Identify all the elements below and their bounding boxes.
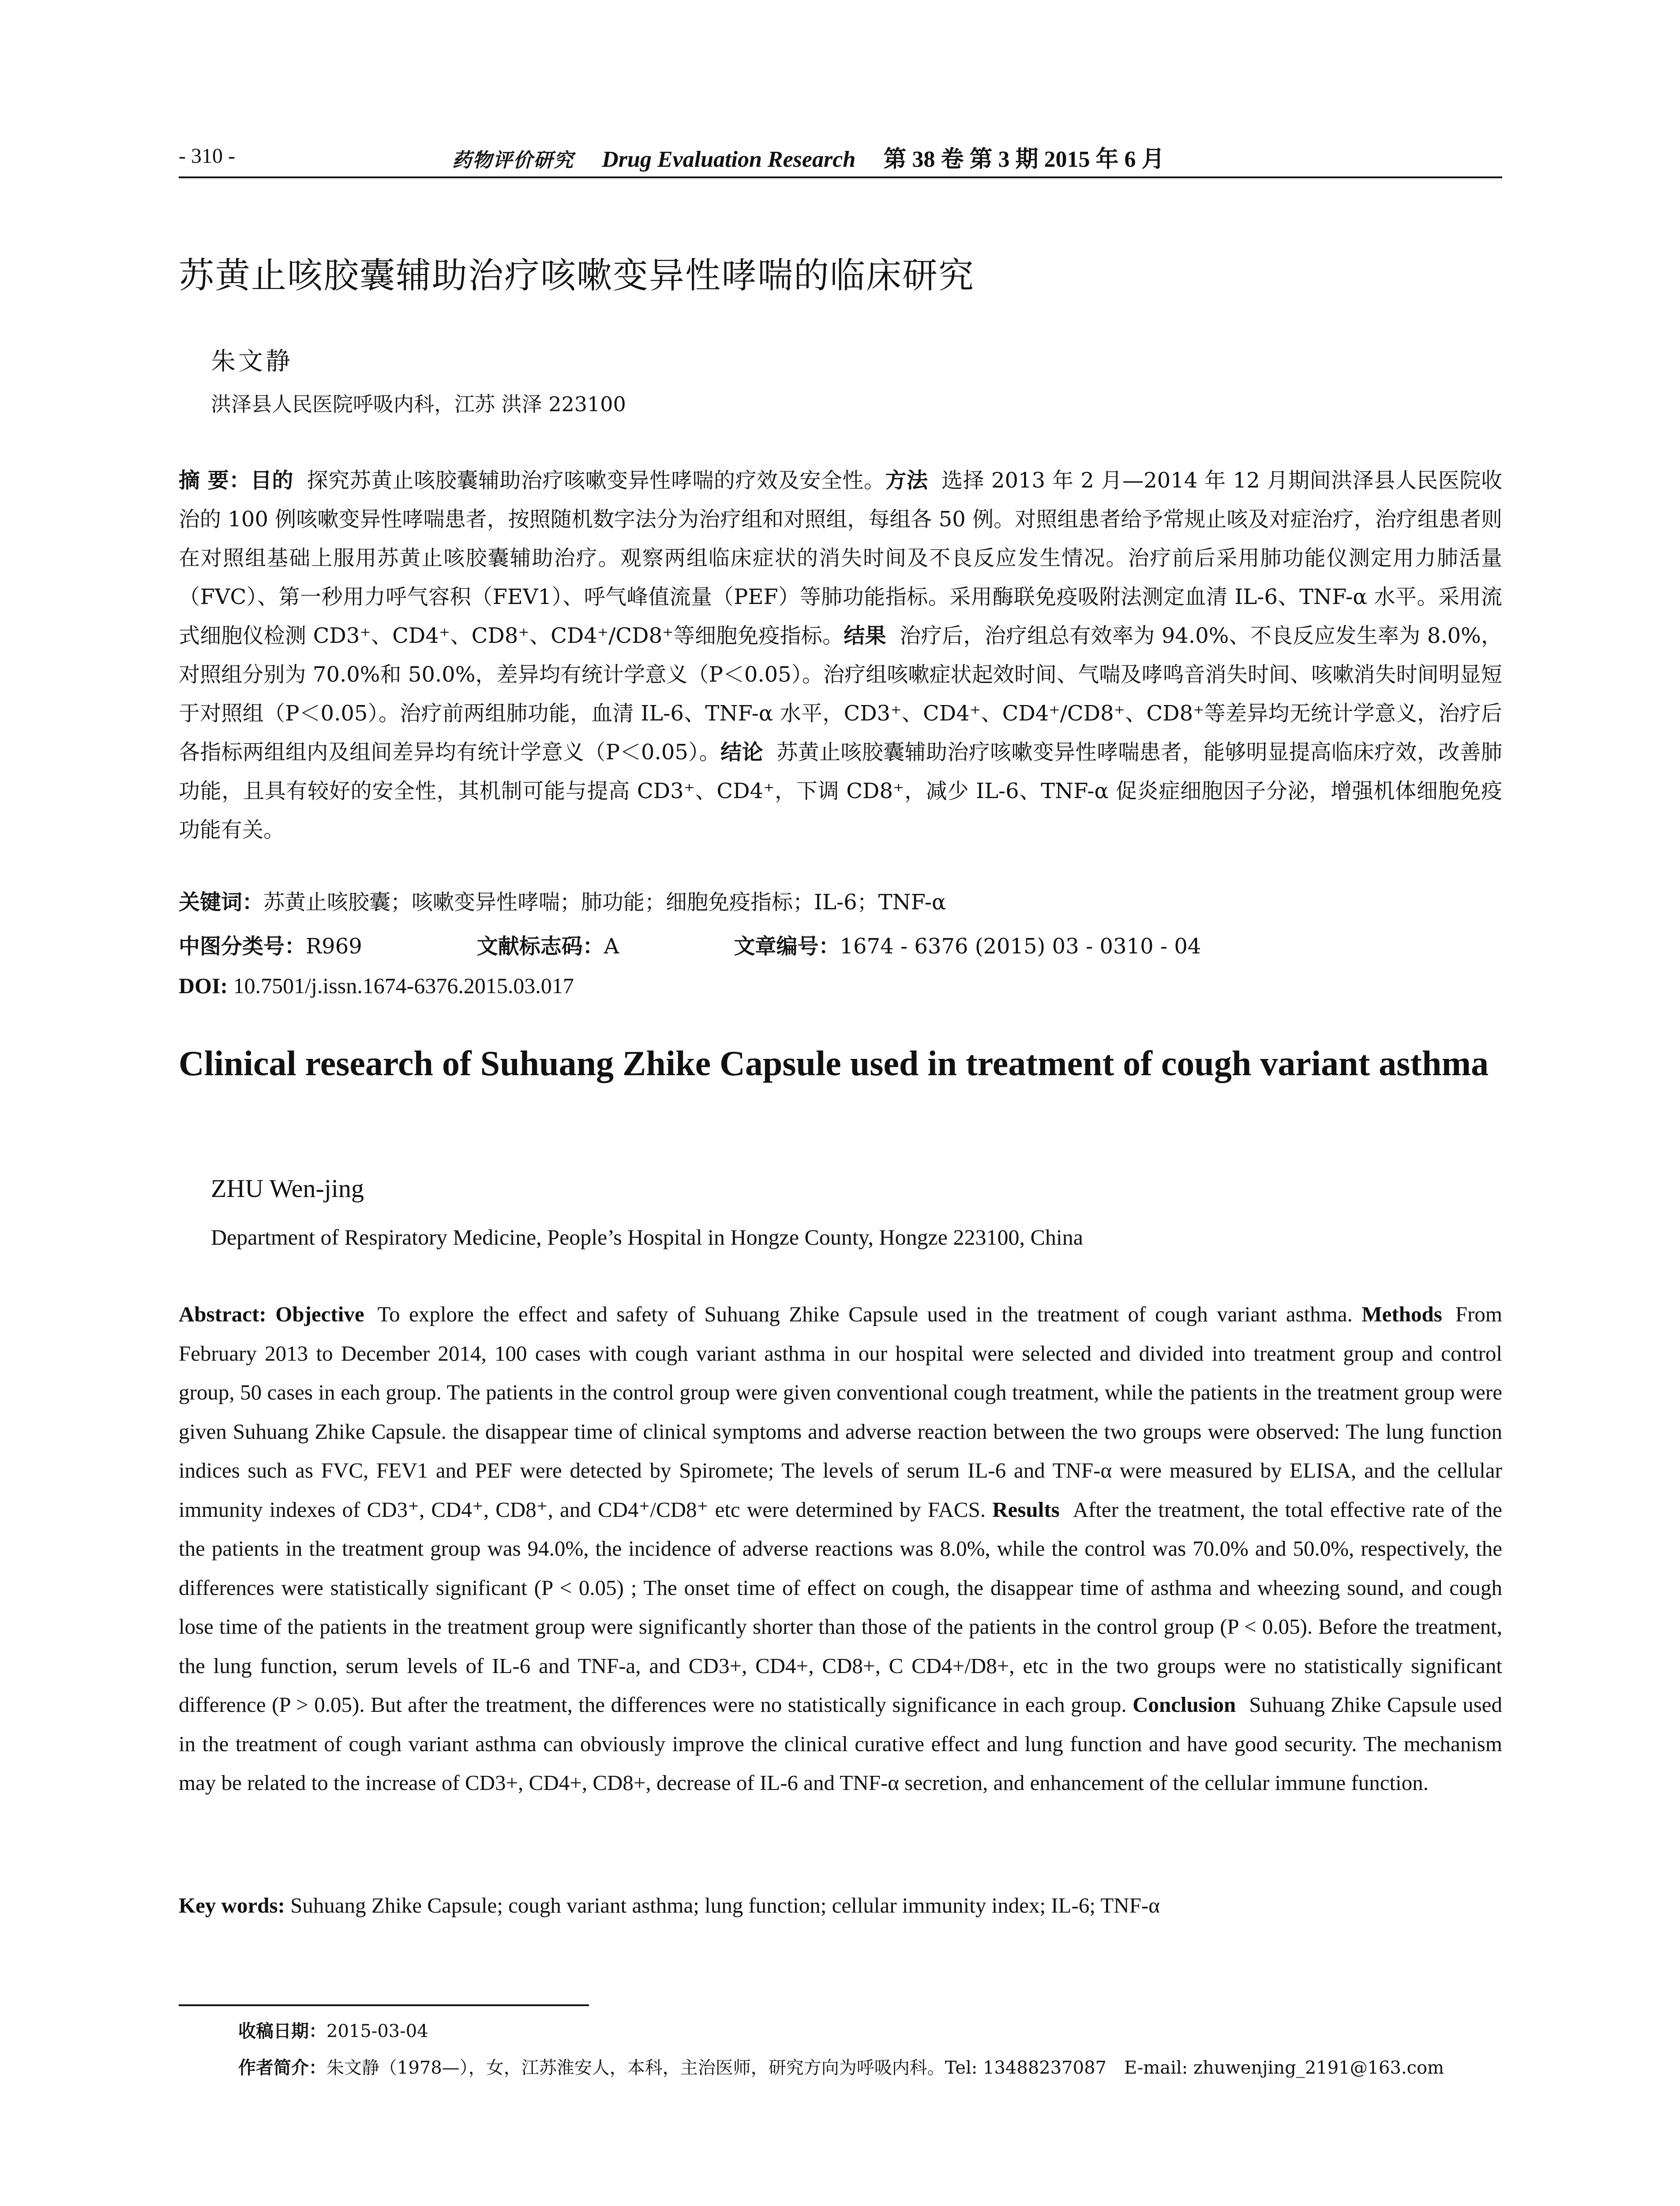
doc-code-label: 文献标志码： bbox=[476, 934, 604, 959]
methods-text: 选择 2013 年 2 月—2014 年 12 月期间洪泽县人民医院收治的 100 例咳嗽变异性哮喘患者，按照随机数字法分为治疗组和对照组，每组各 50 例。对照组患者给予常规止咳及对症治疗，治疗组患者则在对照组基础上服用苏黄止咳胶囊辅助治疗。观察两组临床症状的消失时间及不良反应发生情况。治疗前后采用肺功能仪测定用力肺活量（FVC）、第一秒用力呼气容积（FEV1）、呼气峰值流量（PEF）等肺功能指标。采用酶联免疫吸附法测定血清 IL-6、TNF-α 水平。采用流式细胞仪检测 CD3⁺、CD4⁺、CD8⁺、CD4⁺/CD8⁺等细胞免疫指标。 bbox=[179, 468, 1502, 648]
english-author: ZHU Wen-jing bbox=[211, 1174, 364, 1203]
journal-logo: 药物评价研究 bbox=[452, 149, 574, 172]
clc-label: 中图分类号： bbox=[179, 934, 306, 959]
received-date-note bbox=[238, 2017, 428, 2042]
doi-link[interactable]: 10.7501/j.issn.1674-6376.2015.03.017 bbox=[233, 973, 574, 998]
chinese-affiliation: 洪泽县人民医院呼吸内科，江苏 洪泽 223100 bbox=[211, 392, 626, 416]
doi-label: DOI: bbox=[179, 973, 228, 998]
received-value: 2015-03-04 bbox=[326, 2021, 428, 2041]
objective-text: 探究苏黄止咳胶囊辅助治疗咳嗽变异性哮喘的疗效及安全性。 bbox=[307, 468, 885, 493]
en-objective-text: To explore the effect and safety of Suhuang Zhike Capsule used in the treatment of cough variant asthma. bbox=[377, 1302, 1353, 1326]
en-conclusion-text: Suhuang Zhike Capsule used in the treatment of cough variant asthma can obviously improve the clinical curative effect and lung function and have good security. The mechanism may be related to the increase of CD3+, CD4+, CD8+, decrease of IL-6 and TNF-α secretion, and enhancement of the cellular immune function. bbox=[179, 1692, 1503, 1795]
en-conclusion-label: Conclusion bbox=[1132, 1692, 1236, 1717]
keywords-text: 苏黄止咳胶囊；咳嗽变异性哮喘；肺功能；细胞免疫指标；IL-6；TNF-α bbox=[263, 890, 946, 915]
page-number: - 310 - bbox=[179, 144, 235, 168]
journal-line bbox=[452, 140, 1502, 173]
en-methods-text: From February 2013 to December 2014, 100 cases with cough variant asthma in our hospital were selected and divided into treatment group and control group, 50 cases in each group. The patients in the control group were given conventional cough treatment, while the patients in the treatment group were given Suhuang Zhike Capsule. the disappear time of clinical symptoms and adverse reaction between the two groups were observed: The lung function indices such as FVC, FEV1 and PEF were detected by Spiromete; The levels of serum IL-6 and TNF-α were measured by ELISA, and the cellular immunity indexes of CD3⁺, CD4⁺, CD8⁺, and CD4⁺/CD8⁺ etc were determined by FACS. bbox=[179, 1302, 1503, 1522]
english-title: Clinical research of Suhuang Zhike Capsule used in treatment of cough variant asthma bbox=[179, 1044, 1489, 1083]
en-results-text: After the treatment, the total effective rate of the the patients in the treatment group was 94.0%, the incidence of adverse reactions was 8.0%, while the control was 70.0% and 50.0%, respectively, the differences were statistically significant (P < 0.05) ; The onset time of effect on cough, the disappear time of asthma and wheezing sound, and cough lose time of the patients in the treatment group were significantly shorter than those of the patients in the control group (P < 0.05). Before the treatment, the lung function, serum levels of IL-6 and TNF-a, and CD3+, CD4+, CD8+, C CD4+/D8+, etc in the two groups were no statistically significant difference (P > 0.05). But after the treatment, the differences were no statistically significance in each group. bbox=[179, 1497, 1502, 1717]
classification-line bbox=[179, 929, 1502, 964]
en-methods-label: Methods bbox=[1361, 1302, 1442, 1326]
doc-code-value: A bbox=[604, 934, 619, 959]
en-keywords-label: Key words: bbox=[179, 1893, 285, 1917]
journal-name: Drug Evaluation Research bbox=[602, 147, 856, 172]
volume-issue: 第 38 卷 第 3 期 2015 年 6 月 bbox=[883, 147, 1165, 172]
keywords-label: 关键词： bbox=[179, 890, 264, 915]
bio-label: 作者简介： bbox=[238, 2058, 326, 2078]
chinese-author: 朱文静 bbox=[211, 347, 293, 376]
en-keywords-text: Suhuang Zhike Capsule; cough variant asthma; lung function; cellular immunity index; IL-6; TNF-α bbox=[290, 1893, 1160, 1917]
bio-text: 朱文静（1978—），女，江苏淮安人，本科，主治医师，研究方向为呼吸内科。Tel: 13488237087 E-mail: zhuwenjing_2191@163.com bbox=[326, 2058, 1444, 2078]
results-label: 结果 bbox=[844, 623, 886, 648]
header-rule bbox=[179, 176, 1502, 178]
en-abstract-label: Abstract: bbox=[179, 1302, 266, 1326]
english-keywords bbox=[179, 1893, 1502, 1918]
chinese-abstract bbox=[179, 461, 1502, 849]
en-results-label: Results bbox=[992, 1497, 1060, 1522]
article-no-label: 文章编号： bbox=[734, 934, 840, 959]
conclusion-text: 苏黄止咳胶囊辅助治疗咳嗽变异性哮喘患者，能够明显提高临床疗效，改善肺功能，且具有较好的安全性，其机制可能与提高 CD3⁺、CD4⁺，下调 CD8⁺，减少 IL-6、TNF-α 促炎症细胞因子分泌，增强机体细胞免疫功能有关。 bbox=[179, 740, 1502, 842]
article-no-value: 1674 - 6376 (2015) 03 - 0310 - 04 bbox=[840, 934, 1201, 959]
author-bio-note bbox=[238, 2054, 1444, 2079]
methods-label: 方法 bbox=[885, 468, 928, 493]
chinese-title: 苏黄止咳胶囊辅助治疗咳嗽变异性哮喘的临床研究 bbox=[179, 255, 975, 296]
doi-line bbox=[179, 973, 574, 998]
abstract-label: 摘 要： bbox=[179, 468, 251, 493]
running-header bbox=[179, 140, 1502, 180]
footnote-rule bbox=[179, 2004, 589, 2006]
clc-value: R969 bbox=[306, 934, 362, 959]
chinese-keywords bbox=[179, 885, 1502, 920]
conclusion-label: 结论 bbox=[720, 740, 763, 765]
objective-label: 目的 bbox=[250, 468, 294, 493]
english-abstract bbox=[179, 1295, 1502, 1803]
received-label: 收稿日期： bbox=[238, 2021, 326, 2041]
en-objective-label: Objective bbox=[275, 1302, 364, 1326]
english-affiliation: Department of Respiratory Medicine, People’s Hospital in Hongze County, Hongze 223100, China bbox=[211, 1225, 1083, 1249]
results-text: 治疗后，治疗组总有效率为 94.0%、不良反应发生率为 8.0%，对照组分别为 70.0%和 50.0%，差异均有统计学意义（P＜0.05）。治疗组咳嗽症状起效时间、气喘及哮鸣音消失时间、咳嗽消失时间明显短于对照组（P＜0.05）。治疗前两组肺功能，血清 IL-6、TNF-α 水平，CD3⁺、CD4⁺、CD4⁺/CD8⁺、CD8⁺等差异均无统计学意义，治疗后各指标两组组内及组间差异均有统计学意义（P＜0.05）。 bbox=[179, 623, 1502, 765]
